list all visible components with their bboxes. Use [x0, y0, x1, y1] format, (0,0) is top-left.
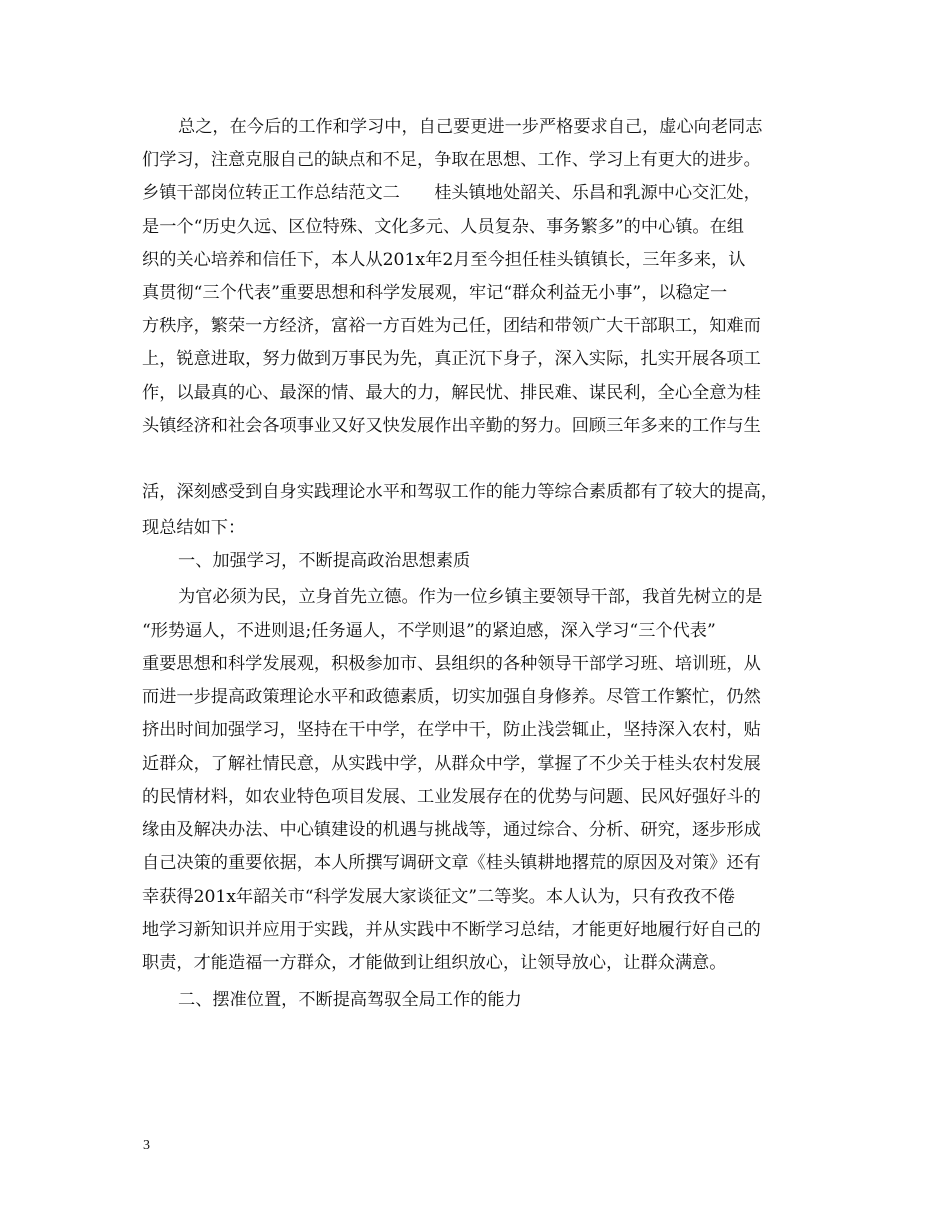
text-line: 二、摆准位置，不断提高驾驭全局工作的能力	[178, 990, 522, 1010]
text-line: 作，以最真的心、最深的情、最大的力，解民忧、排民难、谋民利，全心全意为桂	[142, 383, 761, 403]
text-line: 活，深刻感受到自身实践理论水平和驾驭工作的能力等综合素质都有了较大的提高，	[142, 482, 778, 502]
text-line: 缘由及解决办法、中心镇建设的机遇与挑战等，通过综合、分析、研究，逐步形成	[142, 820, 761, 840]
page-number: 3	[143, 1138, 150, 1153]
text-line: 总之，在今后的工作和学习中，自己要更进一步严格要求自己，虚心向老同志	[178, 117, 763, 137]
text-line: 上，锐意进取，努力做到万事民为先，真正沉下身子，深入实际，扎实开展各项工	[142, 349, 761, 369]
text-line: 重要思想和科学发展观，积极参加市、县组织的各种领导干部学习班、培训班，从	[142, 654, 761, 674]
text-line: 是一个“历史久远、区位特殊、文化多元、人员复杂、事务繁多”的中心镇。在组	[142, 217, 744, 237]
text-line: 乡镇干部岗位转正工作总结范文二 桂头镇地处韶关、乐昌和乳源中心交汇处，	[142, 183, 761, 203]
text-line: 们学习，注意克服自己的缺点和不足，争取在思想、工作、学习上有更大的进步。	[142, 150, 761, 170]
text-line: 职责，才能造福一方群众，才能做到让组织放心，让领导放心，让群众满意。	[142, 953, 727, 973]
text-line: 自己决策的重要依据，本人所撰写调研文章《桂头镇耕地撂荒的原因及对策》还有	[142, 853, 761, 873]
text-line: 真贯彻“三个代表”重要思想和科学发展观，牢记“群众利益无小事”，以稳定一	[142, 283, 728, 303]
text-line: 织的关心培养和信任下，本人从201x年2月至今担任桂头镇镇长，三年多来，认	[142, 250, 746, 270]
text-line: 方秩序，繁荣一方经济，富裕一方百姓为己任，团结和带领广大干部职工，知难而	[142, 316, 761, 336]
text-line: 一、加强学习，不断提高政治思想素质	[178, 551, 471, 571]
text-line: 而进一步提高政策理论水平和政德素质，切实加强自身修养。尽管工作繁忙，仍然	[142, 687, 761, 707]
text-line: 近群众，了解社情民意，从实践中学，从群众中学，掌握了不少关于桂头农村发展	[142, 754, 761, 774]
text-line: 头镇经济和社会各项事业又好又快发展作出辛勤的努力。回顾三年多来的工作与生	[142, 416, 761, 436]
text-line: 为官必须为民，立身首先立德。作为一位乡镇主要领导干部，我首先树立的是	[178, 587, 763, 607]
text-line: 现总结如下：	[142, 518, 246, 538]
text-line: 幸获得201x年韶关市“科学发展大家谈征文”二等奖。本人认为，只有孜孜不倦	[142, 887, 735, 907]
text-line: “形势逼人，不进则退;任务逼人，不学则退”的紧迫感，深入学习“三个代表”	[142, 621, 716, 641]
text-line: 地学习新知识并应用于实践，并从实践中不断学习总结，才能更好地履行好自己的	[142, 920, 761, 940]
text-line: 的民情材料，如农业特色项目发展、工业发展存在的优势与问题、民风好强好斗的	[142, 787, 761, 807]
text-line: 挤出时间加强学习，坚持在干中学，在学中干，防止浅尝辄止，坚持深入农村，贴	[142, 720, 761, 740]
